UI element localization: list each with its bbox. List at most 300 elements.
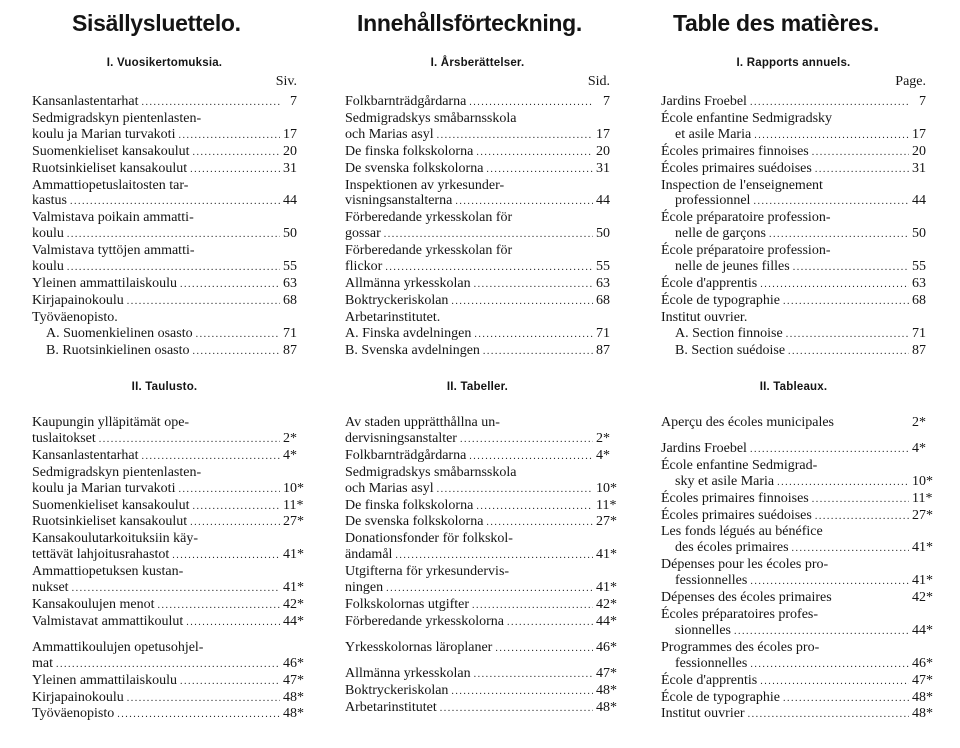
toc-entry [32, 415, 297, 448]
entry-text: sionnelles [675, 622, 731, 638]
page-number: 47* [283, 672, 304, 688]
page-number: 46* [912, 655, 933, 671]
page-number: 2* [283, 430, 297, 446]
toc-entry [32, 310, 297, 326]
entry-text: visningsanstalterna [345, 193, 453, 209]
entry-text: Arbetarinstitutet [345, 699, 437, 715]
entry-text: nukset [32, 580, 69, 596]
entry-text: nelle de jeunes filles [675, 259, 790, 275]
entry-text-line: Inspection de l'enseignement [661, 177, 823, 193]
entry-row [661, 259, 926, 276]
entry-row [345, 276, 610, 293]
page-number: 11* [283, 497, 304, 513]
leader-dots [142, 95, 280, 111]
toc-entry [661, 524, 933, 557]
page-number: 87 [283, 342, 297, 358]
entry-text: Jardins Froebel [661, 94, 747, 109]
entry-row [32, 706, 304, 723]
leader-dots [734, 624, 909, 640]
entry-row [661, 590, 933, 607]
leader-dots [460, 432, 593, 448]
page-number: 7 [290, 94, 297, 109]
page-number: 71 [912, 325, 926, 341]
entry-text-line: Kansakoulutarkoituksiin käy- [32, 531, 199, 547]
entry-text: De svenska folkskolorna [345, 160, 484, 176]
page-number: 68 [596, 292, 610, 308]
entry-row [661, 706, 933, 723]
entry-text: Suomenkieliset kansakoulut [32, 497, 190, 513]
entry-row [345, 431, 610, 448]
entry-row [32, 689, 304, 707]
leader-dots [455, 194, 593, 210]
page-number: 10* [596, 480, 617, 496]
page-number: 20 [283, 143, 297, 159]
toc-entry [32, 161, 297, 178]
leader-dots [127, 294, 280, 310]
entry-text: Ruotsinkieliset kansakoulut [32, 514, 188, 530]
section-heading: II. Tableaux. [759, 381, 828, 393]
leader-dots [180, 674, 280, 690]
page-number: 55 [596, 259, 610, 275]
entry-row [661, 415, 926, 432]
leader-dots [127, 691, 280, 707]
toc-entry [32, 531, 304, 564]
page-number: 17 [912, 126, 926, 142]
entry-text-line: Écoles préparatoires profes- [661, 606, 819, 622]
toc-entry [661, 672, 933, 690]
leader-dots [190, 515, 280, 531]
leader-dots [495, 641, 593, 657]
page-number: 41* [283, 547, 304, 563]
entry-text-line: Valmistava tyttöjen ammatti- [32, 243, 195, 259]
page-number: 20 [912, 143, 926, 159]
toc-entry [661, 276, 926, 293]
page-number: 87 [912, 342, 926, 358]
entry-text: Allmänna yrkesskolan [345, 275, 471, 291]
entry-text: ändamål [345, 547, 393, 563]
toc-entry [32, 178, 297, 211]
entry-text: De finska folkskolorna [345, 143, 474, 159]
entry-text: École de typographie [661, 292, 780, 308]
section-heading: I. Rapports annuels. [736, 57, 851, 69]
entry-text: Kansanlastentarhat [32, 447, 139, 463]
page-number: 63 [912, 275, 926, 291]
entry-text: Yrkesskolornas läroplaner [345, 639, 493, 655]
toc-entry [345, 514, 617, 531]
entry-text: De finska folkskolorna [345, 497, 474, 513]
entry-text-line: École préparatoire profession- [661, 243, 831, 259]
entry-row [345, 639, 617, 657]
toc-entry [32, 243, 297, 276]
toc-entry [32, 689, 304, 707]
page-number: 50 [912, 226, 926, 242]
page-number: 44 [596, 193, 610, 209]
entry-text: Arbetarinstitutet. [345, 309, 441, 325]
page-number: 71 [596, 325, 610, 341]
toc-list [32, 415, 304, 723]
leader-dots [67, 227, 280, 243]
leader-dots [760, 277, 909, 293]
entry-text: professionnel [675, 193, 751, 209]
entry-text-line: Programmes des écoles pro- [661, 639, 820, 655]
entry-row [32, 343, 297, 360]
page-number: 10* [912, 473, 933, 489]
entry-row [661, 326, 926, 343]
page-number: 68 [912, 292, 926, 308]
toc-entry [345, 293, 610, 310]
entry-text: fessionnelles [675, 655, 748, 671]
leader-dots [386, 581, 593, 597]
entry-text-line: Sedmigradskys småbarnsskola [345, 464, 517, 480]
entry-row [345, 480, 617, 498]
entry-text: Boktryckeriskolan [345, 682, 449, 698]
entry-row [345, 193, 610, 210]
toc-entry [661, 457, 933, 491]
entry-text: koulu ja Marian turvakoti [32, 126, 176, 142]
toc-entry [32, 672, 304, 690]
toc-entry [345, 276, 610, 293]
entry-text: École d'apprentis [661, 275, 758, 291]
toc-entry [345, 94, 610, 111]
section-heading: II. Taulusto. [131, 381, 198, 393]
leader-dots [812, 145, 909, 161]
leader-dots [451, 684, 593, 700]
entry-text: et asile Maria [675, 126, 752, 142]
toc-list [345, 415, 617, 716]
toc-entry [345, 343, 610, 360]
entry-text-line: École enfantine Sedmigrad- [661, 457, 818, 473]
page-number: 41* [596, 580, 617, 596]
entry-text: dervisningsanstalter [345, 430, 457, 446]
leader-dots [180, 277, 280, 293]
leader-dots [783, 294, 909, 310]
entry-row [345, 161, 610, 178]
entry-row [345, 580, 617, 597]
toc-list [345, 94, 610, 360]
toc-entry [661, 415, 926, 432]
toc-entry [661, 310, 926, 326]
leader-dots [178, 128, 280, 144]
page-number: 31 [596, 160, 610, 176]
column-title: Sisällysluettelo. [72, 10, 241, 36]
page-number: 44 [912, 193, 926, 209]
page-number: 63 [596, 275, 610, 291]
toc-entry [345, 639, 617, 657]
page-number: 48* [283, 706, 304, 722]
toc-entry [345, 310, 610, 326]
entry-row [32, 144, 297, 161]
leader-dots [474, 277, 593, 293]
toc-entry [661, 178, 926, 211]
entry-row [661, 144, 926, 161]
page-number: 50 [283, 226, 297, 242]
entry-text: Dépenses des écoles primaires [661, 590, 832, 606]
toc-entry [345, 665, 617, 683]
entry-row [661, 672, 933, 690]
entry-row [32, 596, 304, 614]
toc-entry [32, 706, 304, 723]
toc-entry [661, 94, 926, 111]
entry-text: École d'apprentis [661, 672, 758, 688]
page-number: 44* [283, 613, 304, 629]
leader-dots [486, 515, 593, 531]
toc-entry [345, 178, 610, 211]
entry-text: École de typographie [661, 689, 780, 705]
entry-text: gossar [345, 226, 381, 242]
toc-entry [345, 210, 610, 243]
toc-entry [345, 415, 610, 448]
entry-row [345, 310, 610, 326]
toc-entry [661, 557, 933, 590]
entry-row [345, 293, 610, 310]
toc-entry [345, 497, 617, 515]
toc-entry [345, 613, 617, 631]
page-number: 4* [912, 440, 926, 456]
page-number: 17 [283, 126, 297, 142]
toc-entry [32, 343, 297, 360]
entry-row [345, 699, 617, 717]
entry-text: B. Section suédoise [675, 342, 786, 358]
leader-dots [178, 482, 280, 498]
page-number: 44* [596, 613, 617, 629]
page-number: 2* [596, 430, 610, 446]
leader-dots [769, 227, 909, 243]
leader-dots [760, 674, 909, 690]
entry-row [661, 689, 933, 707]
entry-row [661, 573, 933, 590]
toc-entry [345, 144, 610, 161]
leader-dots [483, 344, 593, 360]
page-number: 41* [912, 573, 933, 589]
leader-dots [70, 194, 280, 210]
entry-row [32, 293, 297, 310]
page-number: 48* [596, 682, 617, 698]
entry-text: B. Svenska avdelningen [345, 342, 480, 358]
leader-dots [192, 499, 280, 515]
leader-dots [793, 260, 909, 276]
page-number: 7 [603, 94, 610, 109]
entry-row [345, 547, 617, 564]
entry-row [32, 580, 304, 597]
page-number: 55 [912, 259, 926, 275]
entry-text: Kansakoulujen menot [32, 596, 155, 612]
page-number: 27* [596, 514, 617, 530]
page-number: 48* [912, 706, 933, 722]
toc-entry [32, 448, 297, 465]
entry-text: tuslaitokset [32, 430, 96, 446]
page-number: 47* [596, 665, 617, 681]
leader-dots [507, 615, 593, 631]
entry-row [32, 497, 304, 515]
toc-entry [345, 682, 617, 700]
entry-text-line: Ammattiopetuslaitosten tar- [32, 177, 189, 193]
entry-text: kastus [32, 193, 67, 209]
entry-row [661, 293, 926, 310]
entry-text-line: Sedmigradskyn pientenlasten- [32, 464, 202, 480]
page-number: 41* [912, 540, 933, 556]
leader-dots [193, 344, 281, 360]
entry-text: A. Suomenkielinen osasto [46, 325, 193, 341]
entry-text: sky et asile Maria [675, 473, 775, 489]
page-number: 41* [283, 580, 304, 596]
leader-dots [812, 492, 909, 508]
toc-entry [32, 144, 297, 161]
page-number: 50 [596, 226, 610, 242]
leader-dots [472, 598, 593, 614]
page-number: 42* [596, 596, 617, 612]
leader-dots [172, 548, 280, 564]
page-number: 27* [912, 507, 933, 523]
toc-entry [661, 507, 933, 525]
entry-row [345, 259, 610, 276]
entry-text-line: Donationsfonder för folkskol- [345, 531, 513, 547]
page-number: 48* [283, 689, 304, 705]
leader-dots [815, 509, 909, 525]
entry-text: Folkbarnträdgårdarna [345, 94, 467, 109]
leader-dots [476, 499, 593, 515]
leader-dots [469, 449, 593, 465]
leader-dots [67, 260, 280, 276]
entry-row [32, 448, 297, 465]
toc-entry [32, 111, 297, 144]
toc-entry [661, 689, 933, 707]
entry-row [32, 310, 297, 326]
entry-text: Förberedande yrkesskolorna [345, 613, 505, 629]
page-number: 46* [283, 655, 304, 671]
toc-list [661, 415, 933, 723]
leader-dots [815, 162, 909, 178]
leader-dots [486, 162, 593, 178]
page-number: 44 [283, 193, 297, 209]
entry-row [32, 127, 297, 144]
leader-dots [437, 482, 593, 498]
page-label: Siv. [275, 74, 297, 89]
toc-entry [661, 490, 933, 508]
entry-text: koulu [32, 259, 64, 275]
entry-text: Écoles primaires suédoises [661, 160, 812, 176]
entry-text: Folkskolornas utgifter [345, 596, 470, 612]
entry-text: Jardins Froebel [661, 440, 747, 456]
toc-entry [661, 441, 926, 458]
entry-row [661, 441, 926, 458]
entry-row [345, 343, 610, 360]
entry-row [32, 161, 297, 178]
page-number: 27* [283, 514, 304, 530]
toc-entry [345, 326, 610, 343]
entry-text: Folkbarnträdgårdarna [345, 447, 467, 463]
entry-text: Institut ouvrier. [661, 309, 748, 325]
toc-entry [345, 464, 617, 498]
leader-dots [395, 548, 593, 564]
page-number: 47* [912, 672, 933, 688]
entry-text-line: École préparatoire profession- [661, 210, 831, 226]
leader-dots [783, 691, 909, 707]
leader-dots [786, 327, 909, 343]
page-number: 4* [283, 447, 297, 463]
leader-dots [788, 344, 909, 360]
entry-row [661, 226, 926, 243]
toc-entry [661, 293, 926, 310]
entry-text-line: École enfantine Sedmigradsky [661, 110, 833, 126]
toc-entry [661, 243, 926, 276]
toc-entry [345, 448, 610, 465]
leader-dots [750, 442, 909, 458]
entry-text: koulu ja Marian turvakoti [32, 480, 176, 496]
leader-dots [474, 667, 593, 683]
entry-text: Suomenkieliset kansakoulut [32, 143, 190, 159]
column-title: Innehållsförteckning. [357, 10, 583, 36]
entry-row [345, 665, 617, 683]
entry-text-line: Inspektionen av yrkesunder- [345, 177, 505, 193]
leader-dots [440, 701, 593, 717]
section-heading: I. Årsberättelser. [430, 57, 525, 69]
entry-text: Työväenopisto. [32, 309, 118, 325]
page-number: 20 [596, 143, 610, 159]
entry-text: Écoles primaires finnoises [661, 143, 809, 159]
leader-dots [754, 128, 909, 144]
entry-row [32, 672, 304, 690]
toc-entry [32, 326, 297, 343]
entry-text: tettävät lahjoitusrahastot [32, 547, 170, 563]
leader-dots [469, 95, 593, 111]
entry-row [32, 613, 304, 631]
spacer [32, 631, 297, 640]
entry-text: Yleinen ammattilaiskoulu [32, 672, 178, 688]
leader-dots [750, 574, 909, 590]
leader-dots [750, 95, 909, 111]
entry-row [345, 226, 610, 243]
entry-row [345, 514, 617, 531]
page-number: 87 [596, 342, 610, 358]
page-number: 11* [912, 490, 933, 506]
entry-row [32, 431, 297, 448]
entry-row [345, 326, 610, 343]
leader-dots [385, 260, 593, 276]
spacer [661, 432, 926, 441]
toc-entry [32, 639, 304, 673]
entry-row [661, 127, 926, 144]
page-number: 48* [596, 699, 617, 715]
toc-entry [345, 531, 617, 564]
entry-row [661, 540, 933, 557]
entry-row [345, 127, 610, 144]
entry-row [661, 490, 933, 508]
page-label: Page. [895, 74, 926, 89]
entry-row [345, 94, 610, 111]
entry-row [32, 226, 297, 243]
leader-dots [157, 598, 280, 614]
entry-row [661, 655, 933, 673]
entry-text: B. Ruotsinkielinen osasto [46, 342, 190, 358]
entry-text-line: Förberedande yrkesskolan för [345, 210, 513, 226]
entry-text-line: Ammattiopetuksen kustan- [32, 564, 184, 580]
spacer [345, 657, 610, 666]
entry-row [661, 507, 933, 525]
toc-entry [32, 564, 304, 597]
entry-text-line: Av staden upprätthållna un- [345, 415, 500, 430]
entry-text-line: Ammattikoulujen opetusohjel- [32, 639, 204, 655]
page-number: 48* [912, 689, 933, 705]
entry-row [661, 94, 926, 111]
entry-row [32, 276, 297, 293]
toc-entry [345, 111, 610, 144]
toc-entry [32, 276, 297, 293]
leader-dots [99, 432, 280, 448]
leader-dots [72, 581, 280, 597]
entry-text: Työväenopisto [32, 706, 115, 722]
toc-entry [345, 596, 617, 614]
entry-row [661, 276, 926, 293]
